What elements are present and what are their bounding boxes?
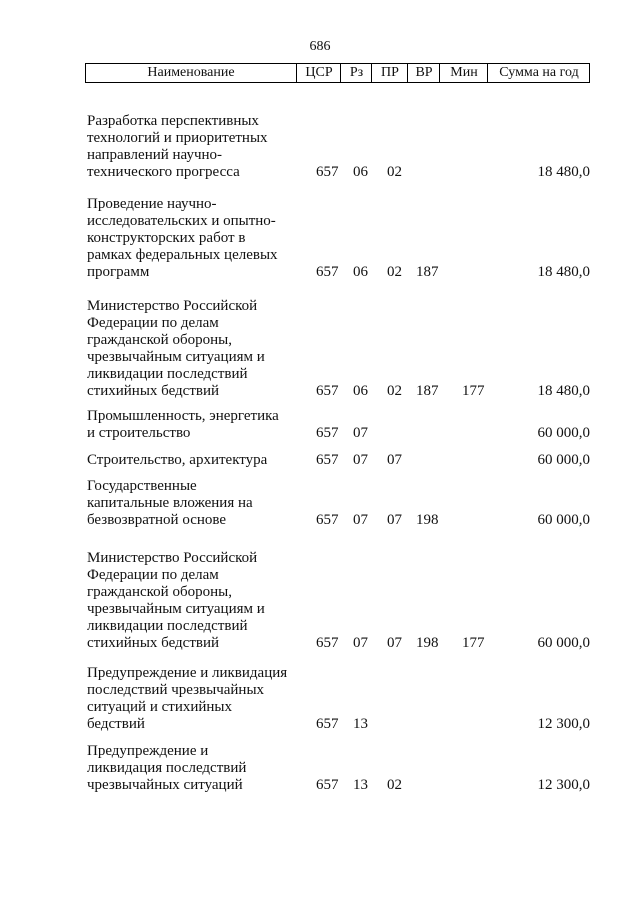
- table-row: [0, 298, 640, 400]
- row-vr: 198: [416, 635, 439, 651]
- header-rz: Рз: [340, 64, 372, 82]
- row-name: Предупреждение и ликвидация последствий чрезвычайных ситуаций и стихийных бедствий: [87, 665, 288, 732]
- table-row: [0, 113, 640, 181]
- row-sum: 60 000,0: [537, 452, 590, 468]
- row-name: Предупреждение и ликвидация последствий чрезвычайных ситуаций: [87, 743, 247, 793]
- row-sum: 12 300,0: [537, 777, 590, 793]
- row-rz: 13: [353, 777, 368, 793]
- row-sum: 60 000,0: [537, 635, 590, 651]
- row-sum: 60 000,0: [537, 512, 590, 528]
- row-pr: 02: [387, 164, 402, 180]
- row-csr: 657: [316, 164, 339, 180]
- row-csr: 657: [316, 452, 339, 468]
- row-rz: 07: [353, 512, 368, 528]
- row-pr: 07: [387, 452, 402, 468]
- row-name: Министерство Российской Федерации по делам гражданской обороны, чрезвычайным ситуациям и ликвидации последствий стихийных бедствий: [87, 550, 265, 651]
- row-name: Разработка перспективных технологий и приоритетных направлений научно- технического прогресса: [87, 113, 268, 180]
- row-name: Строительство, архитектура: [87, 452, 268, 468]
- row-sum: 18 480,0: [537, 164, 590, 180]
- row-csr: 657: [316, 777, 339, 793]
- table-header: [85, 63, 590, 83]
- row-min: 177: [462, 383, 485, 399]
- row-pr: 07: [387, 512, 402, 528]
- table-row: [0, 550, 640, 652]
- table-row: [0, 478, 640, 529]
- row-csr: 657: [316, 512, 339, 528]
- row-rz: 07: [353, 425, 368, 441]
- row-vr: 187: [416, 383, 439, 399]
- table-row: [0, 665, 640, 733]
- row-vr: 198: [416, 512, 439, 528]
- row-csr: 657: [316, 635, 339, 651]
- row-csr: 657: [316, 425, 339, 441]
- header-sum: Сумма на год: [487, 64, 590, 82]
- row-name: Министерство Российской Федерации по делам гражданской обороны, чрезвычайным ситуациям и ликвидации последствий стихийных бедствий: [87, 298, 265, 399]
- row-rz: 06: [353, 164, 368, 180]
- row-sum: 60 000,0: [537, 425, 590, 441]
- row-sum: 18 480,0: [537, 383, 590, 399]
- row-pr: 02: [387, 264, 402, 280]
- row-vr: 187: [416, 264, 439, 280]
- row-csr: 657: [316, 264, 339, 280]
- row-csr: 657: [316, 716, 339, 732]
- row-sum: 12 300,0: [537, 716, 590, 732]
- row-csr: 657: [316, 383, 339, 399]
- table-row: [0, 196, 640, 281]
- row-pr: 02: [387, 383, 402, 399]
- table-row: [0, 743, 640, 794]
- row-sum: 18 480,0: [537, 264, 590, 280]
- header-pr: ПР: [371, 64, 408, 82]
- page-number: 686: [309, 39, 331, 54]
- row-rz: 06: [353, 383, 368, 399]
- row-rz: 07: [353, 635, 368, 651]
- table-row: [0, 452, 640, 469]
- row-pr: 07: [387, 635, 402, 651]
- header-name: Наименование: [147, 65, 235, 80]
- row-min: 177: [462, 635, 485, 651]
- header-csr: ЦСР: [296, 64, 341, 82]
- row-name: Государственные капитальные вложения на безвозвратной основе: [87, 478, 253, 528]
- table-row: [0, 408, 640, 442]
- header-min: Мин: [439, 64, 488, 82]
- row-name: Промышленность, энергетика и строительство: [87, 408, 279, 441]
- row-pr: 02: [387, 777, 402, 793]
- row-rz: 13: [353, 716, 368, 732]
- row-rz: 06: [353, 264, 368, 280]
- row-rz: 07: [353, 452, 368, 468]
- row-name: Проведение научно- исследовательских и опытно- конструкторских работ в рамках федеральных целевых программ: [87, 196, 278, 280]
- header-vr: ВР: [407, 64, 440, 82]
